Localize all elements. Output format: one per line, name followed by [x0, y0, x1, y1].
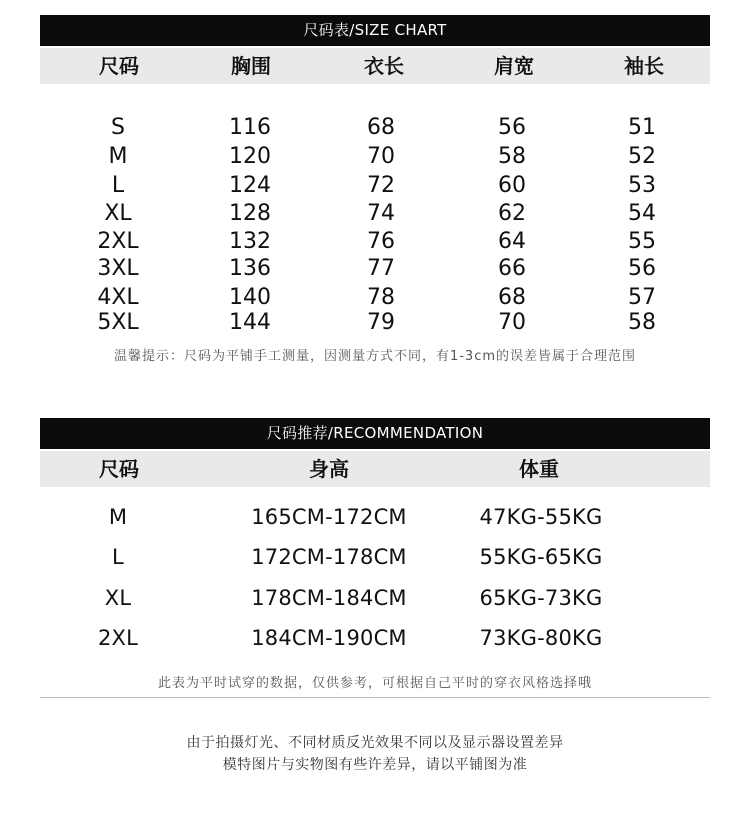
size-chart-note: 温馨提示：尺码为平铺手工测量，因测量方式不同，有1-3cm的误差皆属于合理范围: [113, 349, 637, 364]
table-row: [0, 543, 750, 571]
cell-shoulder: 62: [498, 201, 526, 226]
cell-size: L: [111, 173, 125, 198]
header-size: 尺码: [99, 457, 139, 481]
size-chart-title: 尺码表/SIZE CHART: [303, 21, 447, 39]
cell-chest: 128: [229, 201, 271, 226]
cell-size: 5XL: [97, 310, 139, 335]
cell-sleeve: 52: [628, 144, 656, 169]
size-chart-header-row: [40, 48, 710, 84]
cell-height: 184CM-190CM: [251, 626, 407, 650]
cell-size: XL: [104, 586, 132, 610]
cell-height: 178CM-184CM: [251, 586, 407, 610]
recommendation-header-row: [40, 451, 710, 487]
cell-shoulder: 60: [498, 173, 526, 198]
cell-sleeve: 57: [628, 285, 656, 310]
table-row: [0, 229, 750, 255]
cell-chest: 136: [229, 256, 271, 281]
cell-chest: 144: [229, 310, 271, 335]
cell-weight: 73KG-80KG: [479, 626, 603, 650]
cell-length: 70: [367, 144, 395, 169]
cell-sleeve: 58: [628, 310, 656, 335]
cell-size: 2XL: [97, 626, 139, 650]
table-row: [0, 144, 750, 170]
cell-size: S: [111, 115, 125, 140]
table-row: [0, 115, 750, 141]
cell-size: 2XL: [97, 229, 139, 254]
cell-sleeve: 53: [628, 173, 656, 198]
table-row: [0, 503, 750, 531]
table-row: [0, 201, 750, 227]
cell-length: 68: [367, 115, 395, 140]
size-chart-title-bar: [40, 15, 710, 46]
footer-line-2: 模特图片与实物图有些许差异，请以平铺图为准: [222, 757, 528, 773]
cell-size: M: [108, 144, 128, 169]
cell-shoulder: 58: [498, 144, 526, 169]
cell-length: 78: [367, 285, 395, 310]
cell-height: 165CM-172CM: [251, 505, 407, 529]
header-size: 尺码: [99, 54, 139, 78]
table-row: [0, 285, 750, 311]
header-chest: 胸围: [231, 54, 271, 78]
divider: [40, 697, 710, 698]
cell-shoulder: 70: [498, 310, 526, 335]
table-row: [0, 624, 750, 652]
cell-chest: 124: [229, 173, 271, 198]
header-sleeve: 袖长: [624, 54, 664, 78]
header-length: 衣长: [364, 54, 404, 78]
cell-chest: 116: [229, 115, 271, 140]
cell-length: 74: [367, 201, 395, 226]
header-height: 身高: [309, 457, 349, 481]
cell-chest: 120: [229, 144, 271, 169]
table-row: [0, 310, 750, 336]
header-shoulder: 肩宽: [494, 54, 534, 78]
cell-size: 4XL: [97, 285, 139, 310]
cell-sleeve: 51: [628, 115, 656, 140]
table-row: [0, 256, 750, 282]
cell-length: 77: [367, 256, 395, 281]
cell-height: 172CM-178CM: [251, 545, 407, 569]
cell-chest: 132: [229, 229, 271, 254]
cell-weight: 55KG-65KG: [479, 545, 603, 569]
recommendation-note: 此表为平时试穿的数据，仅供参考，可根据自己平时的穿衣风格选择哦: [157, 676, 592, 691]
cell-size: 3XL: [97, 256, 139, 281]
cell-shoulder: 68: [498, 285, 526, 310]
cell-sleeve: 55: [628, 229, 656, 254]
cell-sleeve: 54: [628, 201, 656, 226]
cell-size: M: [108, 505, 128, 529]
cell-size: XL: [104, 201, 132, 226]
cell-weight: 47KG-55KG: [479, 505, 603, 529]
cell-length: 76: [367, 229, 395, 254]
cell-sleeve: 56: [628, 256, 656, 281]
cell-length: 72: [367, 173, 395, 198]
cell-chest: 140: [229, 285, 271, 310]
cell-shoulder: 66: [498, 256, 526, 281]
table-row: [0, 584, 750, 612]
table-row: [0, 173, 750, 199]
recommendation-title-bar: [40, 418, 710, 449]
cell-length: 79: [367, 310, 395, 335]
cell-shoulder: 56: [498, 115, 526, 140]
header-weight: 体重: [519, 457, 559, 481]
cell-size: L: [112, 545, 124, 569]
cell-shoulder: 64: [498, 229, 526, 254]
recommendation-title: 尺码推荐/RECOMMENDATION: [266, 424, 484, 442]
footer-line-1: 由于拍摄灯光、不同材质反光效果不同以及显示器设置差异: [186, 735, 564, 751]
cell-weight: 65KG-73KG: [479, 586, 603, 610]
